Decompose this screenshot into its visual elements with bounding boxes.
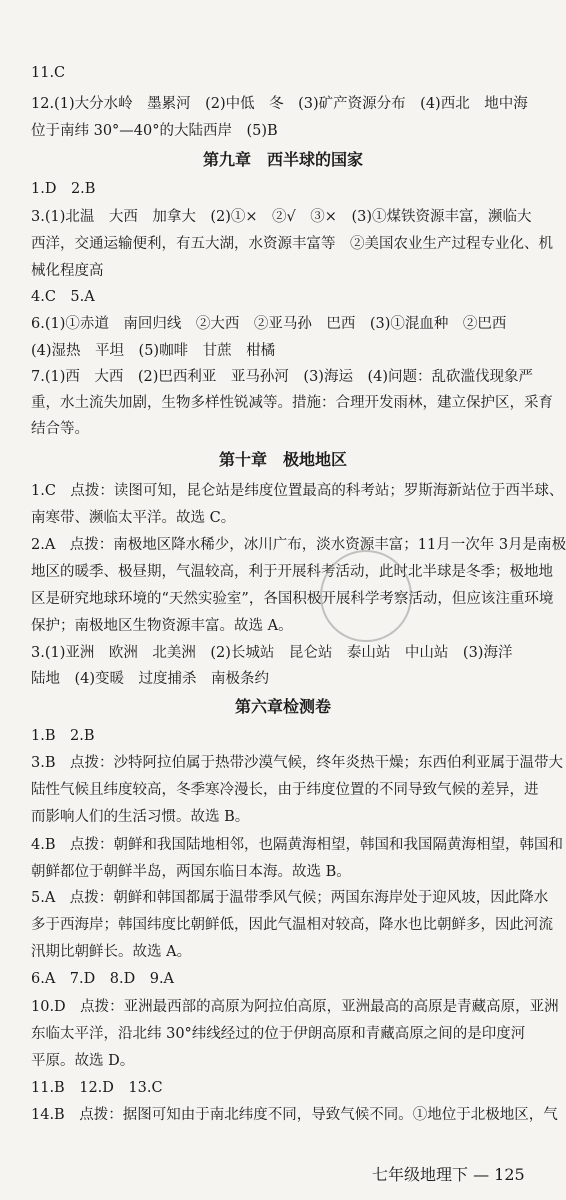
text-line: 5.A 点拨：朝鲜和韩国都属于温带季风气候；两国东海岸处于迎风坡，因此降水: [31, 890, 549, 906]
text-line: 位于南纬 30°—40°的大陆西岸 (5)B: [31, 123, 278, 139]
text-line: 3.B 点拨：沙特阿拉伯属于热带沙漠气候，终年炎热干燥；东西伯利亚属于温带大: [31, 755, 563, 771]
text-line: 14.B 点拨：据图可知由于南北纬度不同，导致气候不同。①地位于北极地区，气: [31, 1107, 558, 1123]
text-line: 11.B 12.D 13.C: [31, 1080, 163, 1096]
chapter-heading: 第九章 西半球的国家: [202, 150, 363, 169]
page-footer: 七年级地理下 — 125: [372, 1165, 525, 1184]
chapter-heading: 第十章 极地地区: [218, 450, 347, 469]
text-line: 2.A 点拨：南极地区降水稀少，冰川广布，淡水资源丰富；11月一次年 3月是南极: [31, 537, 566, 553]
text-line: 而影响人们的生活习惯。故选 B。: [31, 809, 250, 825]
text-line: 保护；南极地区生物资源丰富。故选 A。: [31, 618, 293, 634]
text-line: 南寒带、濒临太平洋。故选 C。: [31, 510, 236, 526]
text-line: 陆性气候且纬度较高，冬季寒冷漫长，由于纬度位置的不同导致气候的差异，进: [31, 782, 539, 798]
text-line: 4.C 5.A: [31, 289, 95, 305]
text-line: 朝鲜都位于朝鲜半岛，两国东临日本海。故选 B。: [31, 864, 351, 880]
chapter-heading: 第六章检测卷: [234, 697, 331, 716]
text-line: 重，水土流失加剧，生物多样性锐减等。措施：合理开发雨林，建立保护区，采育: [31, 395, 553, 411]
text-line: 6.(1)①赤道 南回归线 ②大西 ②亚马孙 巴西 (3)①混血种 ②巴西: [31, 316, 507, 332]
text-line: (4)湿热 平坦 (5)咖啡 甘蔗 柑橘: [31, 343, 276, 359]
text-line: 西洋，交通运输便利，有五大湖，水资源丰富等 ②美国农业生产过程专业化、机: [31, 236, 553, 252]
text-line: 1.C 点拨：读图可知，昆仑站是纬度位置最高的科考站；罗斯海新站位于西半球、: [31, 483, 564, 499]
text-line: 1.D 2.B: [31, 181, 96, 197]
text-line: 12.(1)大分水岭 墨累河 (2)中低 冬 (3)矿产资源分布 (4)西北 地中海: [31, 96, 528, 112]
text-line: 6.A 7.D 8.D 9.A: [31, 971, 175, 987]
text-line: 1.B 2.B: [31, 728, 95, 744]
text-line: 11.C: [31, 65, 66, 81]
text-line: 地区的暖季、极昼期，气温较高，利于开展科考活动，此时北半球是冬季；极地地: [31, 564, 553, 580]
text-line: 多于西海岸；韩国纬度比朝鲜低，因此气温相对较高，降水也比朝鲜多，因此河流: [31, 917, 553, 933]
text-line: 3.(1)北温 大西 加拿大 (2)①× ②√ ③× (3)①煤铁资源丰富，濒临大: [31, 209, 532, 225]
text-line: 械化程度高: [31, 263, 104, 279]
text-line: 区是研究地球环境的“天然实验室”，各国积极开展科学考察活动，但应该注重环境: [31, 591, 554, 607]
text-line: 10.D 点拨：亚洲最西部的高原为阿拉伯高原，亚洲最高的高原是青藏高原，亚洲: [31, 999, 559, 1015]
text-line: 3.(1)亚洲 欧洲 北美洲 (2)长城站 昆仑站 泰山站 中山站 (3)海洋: [31, 645, 513, 661]
watermark-logo: [420, 1160, 566, 1200]
text-line: 汛期比朝鲜长。故选 A。: [31, 944, 192, 960]
stamp-mark: [308, 538, 424, 654]
text-line: 4.B 点拨：朝鲜和我国陆地相邻，也隔黄海相望，韩国和我国隔黄海相望，韩国和: [31, 837, 563, 853]
text-line: 7.(1)西 大西 (2)巴西利亚 亚马孙河 (3)海运 (4)问题：乱砍滥伐现象严: [31, 369, 533, 385]
text-line: 东临太平洋，沿北纬 30°纬线经过的位于伊朗高原和青藏高原之间的是印度河: [31, 1026, 526, 1042]
text-line: 陆地 (4)变暖 过度捕杀 南极条约: [31, 671, 270, 687]
text-line: 平原。故选 D。: [31, 1053, 135, 1069]
text-line: 结合等。: [31, 421, 89, 437]
